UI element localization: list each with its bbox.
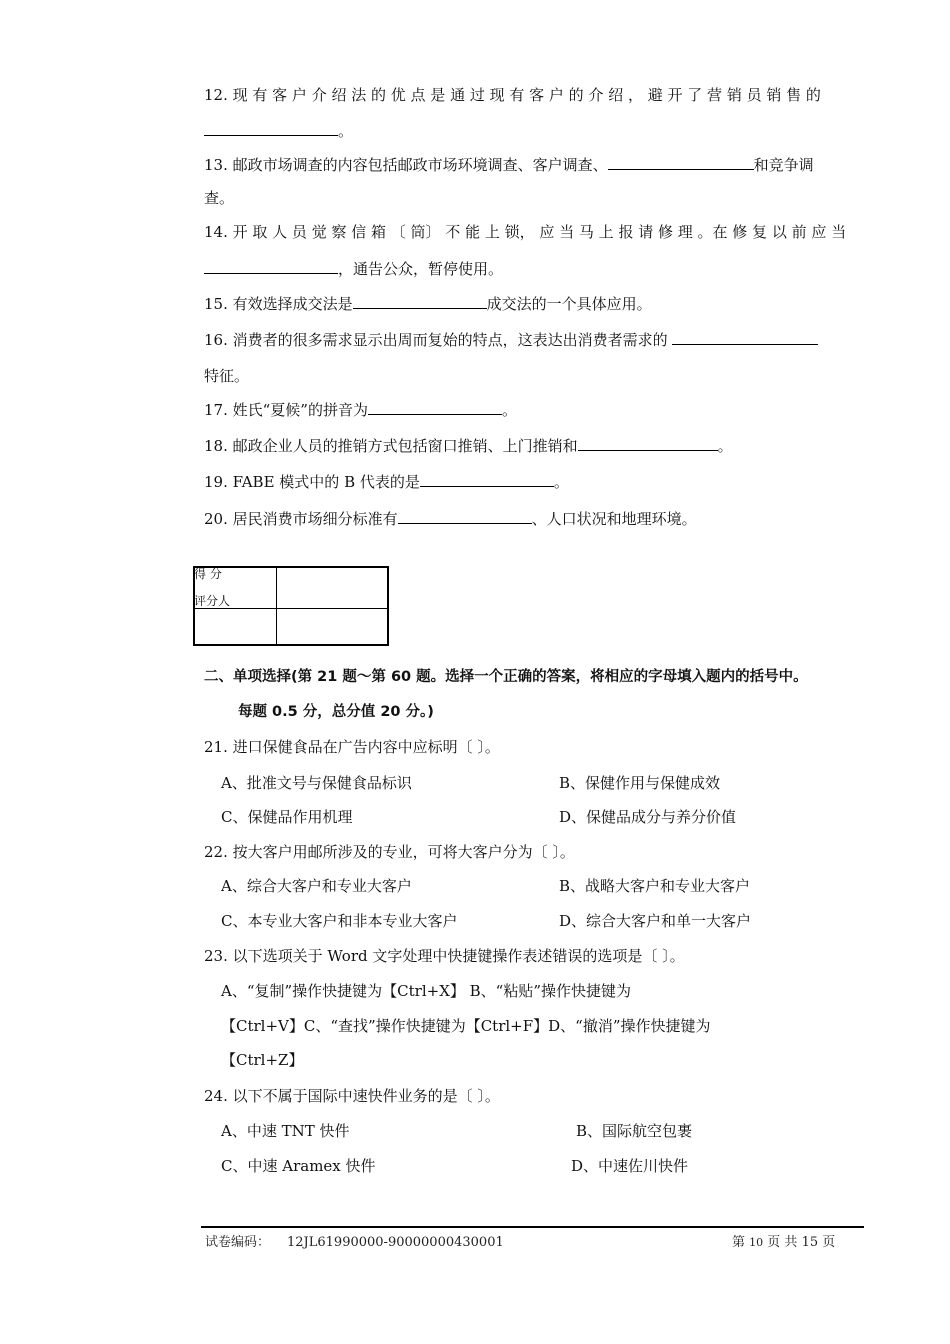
question-12-cont [204,120,353,141]
answer-blank[interactable] [578,435,718,451]
question-text: 16. 消费者的很多需求显示出周而复始的特点，这表达出消费者需求的 [204,331,673,349]
question-14 [204,222,846,242]
question-text: ，通告公众，暂停使用。 [338,260,504,278]
question-text: 和竞争调 [753,156,814,174]
answer-blank[interactable] [368,399,502,415]
options-line[interactable]: A、“复制”操作快捷键为【Ctrl+X】 B、“粘贴”操作快捷键为 [221,982,632,1000]
question-text: 19. FABE 模式中的 B 代表的是 [204,473,420,491]
question-15 [204,293,652,314]
options-line[interactable]: 【Ctrl+Z】 [221,1051,304,1069]
score-label: 得 分 [194,567,222,581]
option-d[interactable]: D、综合大客户和单一大客户 [559,912,752,930]
section-heading-cont: 每题 0.5 分，总分值 20 分。) [238,704,434,720]
page-mid: 页 共 [767,1235,798,1250]
question-21: 21. 进口保健食品在广告内容中应标明〔 〕。 [204,738,500,756]
page-total: 15 [801,1235,819,1250]
option-a[interactable]: A、批准文号与保健食品标识 [221,774,412,792]
question-17 [204,399,517,420]
question-text: 。 [501,401,517,419]
question-12 [204,85,821,105]
question-13 [204,154,814,175]
grader-label: 评分人 [194,594,231,608]
question-14-cont [204,258,503,279]
question-text: 。 [717,437,733,455]
question-text: 20. 居民消费市场细分标准有 [204,510,398,528]
question-text: 15. 有效选择成交法是 [204,295,353,313]
options-line[interactable]: 【Ctrl+V】C、“查找”操作快捷键为【Ctrl+F】D、“撤消”操作快捷键为 [221,1017,711,1035]
answer-blank[interactable] [672,329,818,345]
question-16-cont [204,366,249,386]
option-b[interactable]: B、保健作用与保健成效 [559,774,721,792]
answer-blank[interactable] [398,508,532,524]
page-suffix: 页 [822,1235,836,1250]
question-23: 23. 以下选项关于 Word 文字处理中快捷键操作表述错误的选项是〔 〕。 [204,947,685,965]
question-24: 24. 以下不属于国际中速快件业务的是〔 〕。 [204,1087,500,1105]
option-a[interactable]: A、中速 TNT 快件 [221,1122,350,1140]
exam-code-value: 12JL61990000-90000000430001 [287,1235,504,1250]
option-d[interactable]: D、保健品成分与养分价值 [559,808,737,826]
exam-code-label: 试卷编码： [205,1235,271,1250]
score-cell[interactable] [276,568,388,606]
option-c[interactable]: C、保健品作用机理 [221,808,353,826]
question-text: 查。 [204,189,235,207]
answer-blank[interactable] [353,293,487,309]
option-b[interactable]: B、国际航空包裹 [576,1122,693,1140]
question-22: 22. 按大客户用邮所涉及的专业，可将大客户分为〔 〕。 [204,843,575,861]
answer-blank[interactable] [204,120,338,136]
question-19 [204,471,569,492]
page-indicator [732,1235,835,1251]
section-heading: 二、单项选择(第 21 题～第 60 题。选择一个正确的答案，将相应的字母填入题内的括号中。 [204,669,808,685]
footer-divider [201,1226,864,1228]
answer-blank[interactable] [608,154,754,170]
answer-blank[interactable] [204,258,338,274]
question-text: 13. 邮政市场调查的内容包括邮政市场环境调查、客户调查、 [204,156,608,174]
option-b[interactable]: B、战略大客户和专业大客户 [559,877,751,895]
question-18 [204,435,733,456]
page-prefix: 第 [732,1235,746,1250]
question-text: 。 [338,122,354,140]
question-text: 、人口状况和地理环境。 [531,510,697,528]
question-text: 14. 开 取 人 员 觉 察 信 箱 〔 筒〕 不 能 上 锁， 应 当 马 上 报 请 修 理 。在 修 复 以 前 应 当 [204,223,847,241]
question-20 [204,508,697,529]
option-d[interactable]: D、中速佐川快件 [571,1157,689,1175]
option-a[interactable]: A、综合大客户和专业大客户 [221,877,412,895]
grader-cell[interactable] [276,608,388,645]
question-text: 。 [553,473,569,491]
page-number: 10 [749,1236,764,1249]
question-text: 12. 现 有 客 户 介 绍 法 的 优 点 是 通 过 现 有 客 户 的 介 绍 ， 避 开 了 营 销 员 销 售 的 [204,86,821,104]
question-text: 特征。 [204,367,250,385]
question-text: 成交法的一个具体应用。 [486,295,652,313]
answer-blank[interactable] [420,471,554,487]
question-text: 17. 姓氏“夏候”的拼音为 [204,401,368,419]
question-text: 18. 邮政企业人员的推销方式包括窗口推销、上门推销和 [204,437,578,455]
question-16 [204,329,818,350]
question-13-cont [204,188,234,208]
option-c[interactable]: C、本专业大客户和非本专业大客户 [221,912,458,930]
option-c[interactable]: C、中速 Aramex 快件 [221,1157,376,1175]
